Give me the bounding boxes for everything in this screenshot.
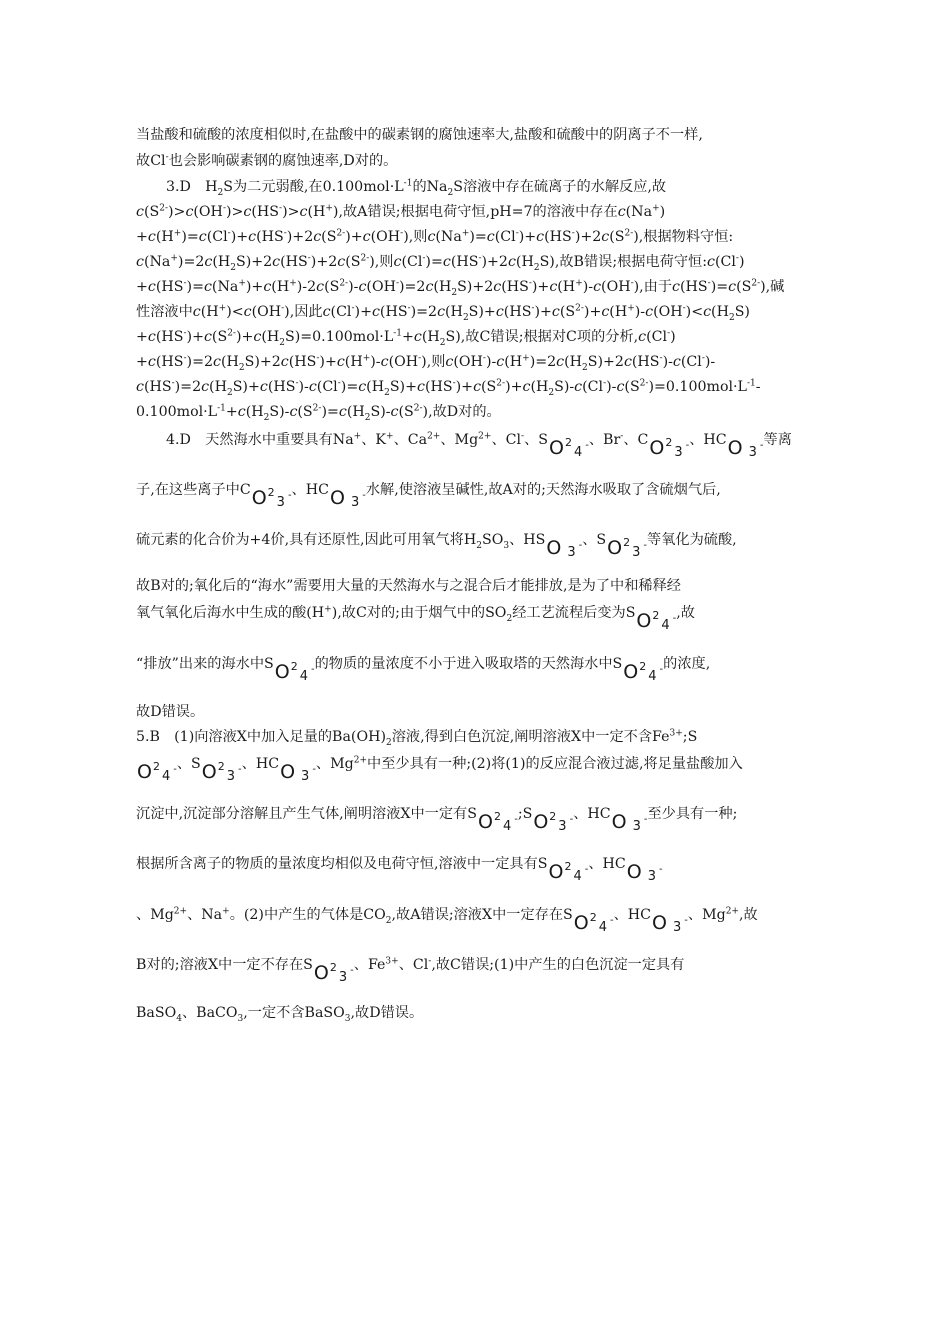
hydrogen-oxo-ion-fragment: O 3 $_-$ bbox=[280, 761, 316, 784]
text-line: 故Cl-也会影响碳素钢的腐蚀速率,D对的。 bbox=[136, 152, 398, 169]
hydrogen-oxo-ion-fragment: O 3 $_-$ bbox=[626, 861, 663, 884]
sulfate-ion-fragment: O24 $_-$ bbox=[549, 436, 589, 460]
hydrogen-oxo-ion-fragment: O 3 $_-$ bbox=[727, 437, 764, 460]
sulfate-ion-fragment: O24 $_-$ bbox=[573, 911, 614, 935]
sulfate-ion-fragment: O24 $_-$ bbox=[274, 660, 315, 684]
sulfate-ion-fragment: O24 $_-$ bbox=[636, 609, 677, 633]
trioxo-ion-fragment: O23 $_-$ bbox=[201, 760, 242, 784]
text-line: $0.100mol\cdot L^{-1}+c(H_2S)-c(S^{2-})=c(H_2S)-c(S^{2-})$,故D对的。 bbox=[136, 403, 501, 423]
text-line: O24 $_-$、SO23 $_-$、HCO 3 $_-$、$Mg^{2+}$中至少具有一种;(2)将(1)的反应混合液过滤,将足量盐酸加入 bbox=[136, 752, 743, 776]
hydrogen-oxo-ion-fragment: O 3 $_-$ bbox=[329, 487, 366, 510]
text-line: $+c(HS^-)+c(S^{2-})+c(H_2S)=0.100mol\cdot L^{-1}+c(H_2S)$,故C错误;根据对C项的分析,c(Cl-) bbox=[136, 328, 676, 348]
text-line: 5.B (1)向溶液X中加入足量的$Ba(OH)_2$溶液,得到白色沉淀,阐明溶液X中一定不含$Fe^{3+};S$ bbox=[136, 728, 698, 748]
text-line: 沉淀中,沉淀部分溶解且产生气体,阐明溶液X中一定有SO24 $_-$;SO23 $_-$、HCO 3 $_-$至少具有一种; bbox=[136, 802, 737, 826]
hydrogen-oxo-ion-fragment: O 3 $_-$ bbox=[546, 537, 583, 560]
text-line: $c(HS^-)=2c(H_2S)+c(HS^-)-c(Cl^-)=c(H_2S)+c(HS^-)+c(S^{2-})+c(H_2S)-c(Cl^-)-c(S^{2-})=0.100mol\cdot L^{-1}-$ bbox=[136, 378, 761, 398]
text-line: $+c(HS^-)=c(Na^+)+c(H^+)-2c(S^{2-})-c(OH^-)=2c(H_2S)+2c(HS^-)+c(H^+)-c(OH^-)$,由于$c(HS^-)=c(S^{2-})$,碱 bbox=[136, 278, 785, 298]
text-line: 、$Mg^{2+}$、Na+。(2)中产生的气体是$CO_2$,故A错误;溶液X中一定存在SO24 $_-$、HCO 3 $_-$、$Mg^{2+}$,故 bbox=[136, 903, 758, 927]
text-line: 子,在这些离子中CO23 $_-$、HCO 3 $_-$水解,使溶液呈碱性,故A对的;天然海水吸取了含硫烟气后, bbox=[136, 478, 721, 502]
text-line: $c(Na^+)=2c(H_2S)+2c(HS^-)+2c(S^{2-})$,则$c(Cl^-)=c(HS^-)+2c(H_2S)$,故B错误;根据电荷守恒:c(Cl-) bbox=[136, 253, 745, 273]
hydrogen-oxo-ion-fragment: O 3 $_-$ bbox=[611, 811, 648, 834]
sulfate-ion-fragment: O24 $_-$ bbox=[137, 760, 177, 784]
text-line: 根据所含离子的物质的量浓度均相似及电荷守恒,溶液中一定具有SO24 $_-$、HCO 3 $_-$ bbox=[136, 852, 663, 876]
text-line: 4.D 天然海水中重要具有Na+、K+、$Ca^{2+}$、$Mg^{2+}$、Cl-、SO24 $_-$、Br-、CO23 $_-$、HCO 3 $_-$等离 bbox=[166, 428, 792, 452]
hydrogen-oxo-ion-fragment: O 3 $_-$ bbox=[652, 912, 688, 935]
text-line: “排放”出来的海水中SO24 $_-$的物质的量浓度不小于进入吸取塔的天然海水中SO24 $_-$的浓度, bbox=[136, 652, 710, 676]
text-line: $c(S^{2-})>c(OH^-)>c(HS^-)>c(H^+)$,故A错误;根据电荷守恒,pH=7的溶液中存在c(Na+) bbox=[136, 203, 666, 220]
trioxo-ion-fragment: O23 $_-$ bbox=[533, 810, 574, 834]
trioxo-ion-fragment: O23 $_-$ bbox=[649, 436, 690, 460]
text-line: 氧气氧化后海水中生成的酸(H+),故C对的;由于烟气中的$SO_2$经工艺流程后变为SO24 $_-$,故 bbox=[136, 601, 695, 625]
trioxo-ion-fragment: O23 $_-$ bbox=[607, 536, 647, 560]
sulfate-ion-fragment: O24 $_-$ bbox=[477, 810, 518, 834]
text-line: 硫元素的化合价为+4价,具有还原性,因此可用氧气将$H_2SO_3$、HSO 3 $_-$、SO23 $_-$等氧化为硫酸, bbox=[136, 528, 737, 552]
text-line: $+c(H^+)=c(Cl^-)+c(HS^-)+2c(S^{2-})+c(OH^-)$,则$c(Na^+)=c(Cl^-)+c(HS^-)+2c(S^{2-})$,根据物料守恒: bbox=[136, 228, 734, 245]
text-line: 当盐酸和硫酸的浓度相似时,在盐酸中的碳素钢的腐蚀速率大,盐酸和硫酸中的阴离子不一样, bbox=[136, 127, 703, 143]
sulfate-ion-fragment: O24 $_-$ bbox=[623, 660, 664, 684]
text-line: BaSO$_4$、BaCO$_3$,一定不含BaSO$_3$,故D错误。 bbox=[136, 1005, 424, 1024]
text-line: B对的;溶液X中一定不存在SO23 $_-$、$Fe^{3+}$、Cl-,故C错误;(1)中产生的白色沉淀一定具有 bbox=[136, 953, 684, 977]
trioxo-ion-fragment: O23 $_-$ bbox=[313, 961, 354, 985]
text-line: 3.D $H_2S$为二元弱酸,在$0.100mol\cdot L^{-1}$的$Na_2S$溶液中存在硫离子的水解反应,故 bbox=[166, 178, 667, 198]
text-line: 性溶液中c(H+)<c(OH-),因此$c(Cl^-)+c(HS^-)=2c(H_2S)+c(HS^-)+c(S^{2-})+c(H^+)-c(OH^-)<c(H_2S)$ bbox=[136, 303, 750, 323]
text-line: 故B对的;氧化后的“海水”需要用大量的天然海水与之混合后才能排放,是为了中和稀释经 bbox=[136, 578, 681, 594]
sulfate-ion-fragment: O24 $_-$ bbox=[548, 860, 589, 884]
trioxo-ion-fragment: O23 $_-$ bbox=[251, 486, 292, 510]
text-line: 故D错误。 bbox=[136, 704, 205, 720]
text-line: $+c(HS^-)=2c(H_2S)+2c(HS^-)+c(H^+)-c(OH^-)$,则$c(OH^-)-c(H^+)=2c(H_2S)+2c(HS^-)-c(Cl^-)-$ bbox=[136, 353, 716, 373]
